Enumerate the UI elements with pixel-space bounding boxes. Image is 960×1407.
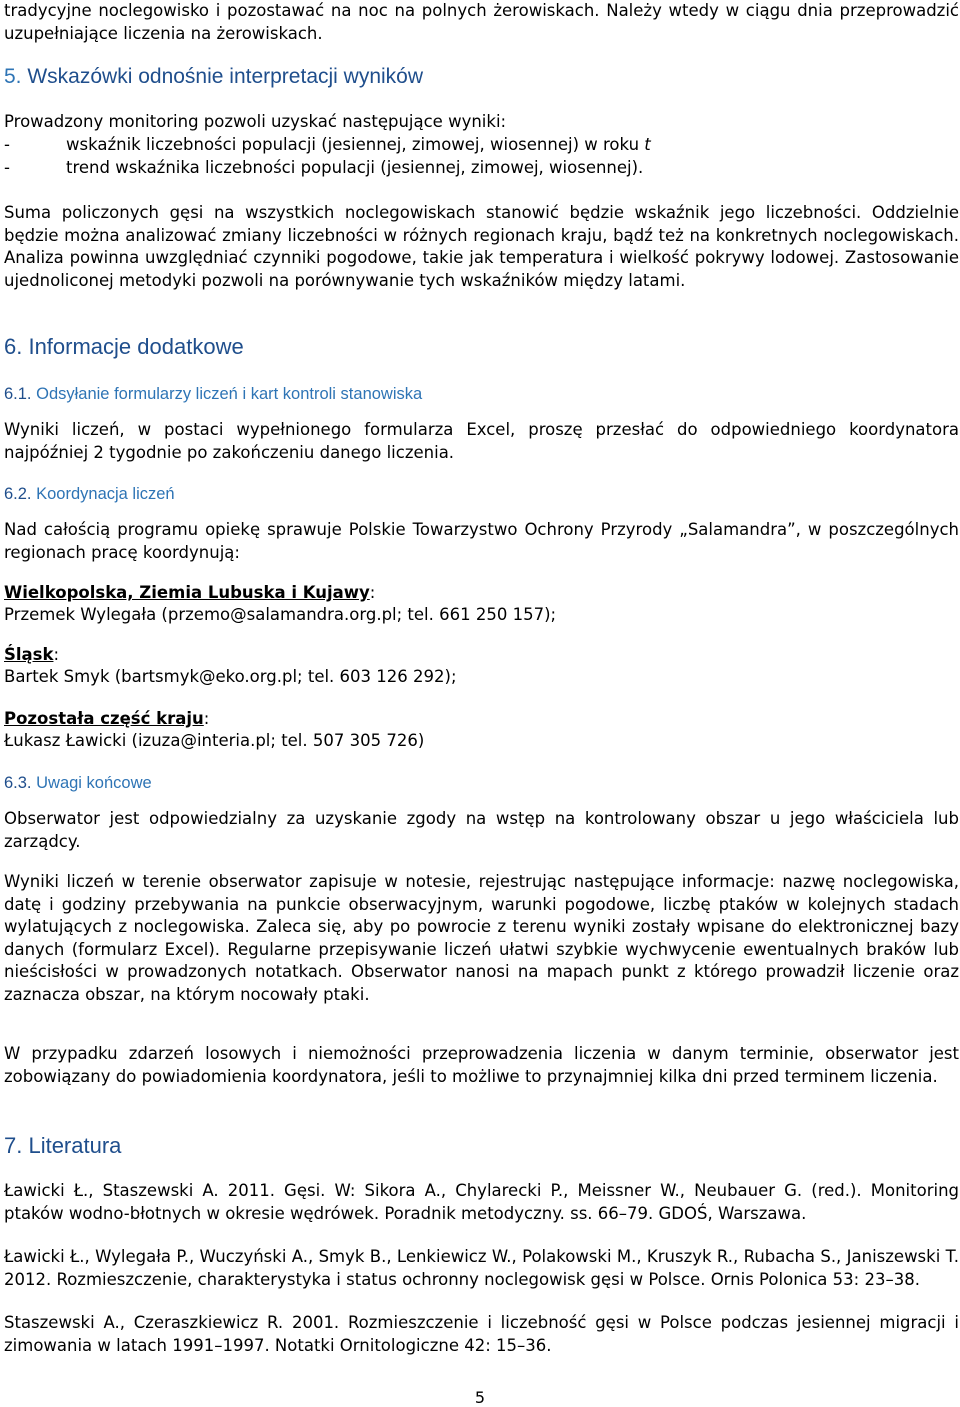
reference-item: Ławicki Ł., Wylegała P., Wuczyński A., Smyk B., Lenkiewicz W., Polakowski M., Kruszyk R., Rubacha S., Janiszewski T. 2012. Rozmieszczenie, charakterystyka i status ochronny noclegowisk gęsi w Polsce. Ornis Polonica 53: 23–38.: [4, 1247, 959, 1289]
region-colon: :: [53, 645, 60, 664]
region-colon: :: [369, 583, 376, 602]
region-heading: [4, 644, 959, 667]
region-name: Wielkopolska, Ziemia Lubuska i Kujawy: [4, 583, 370, 602]
region-heading: [4, 708, 959, 731]
region-colon: :: [203, 709, 210, 728]
section-6-2-heading: [4, 483, 959, 505]
section-6-2-number: 6.2.: [4, 485, 32, 503]
section-5-title: Wskazówki odnośnie interpretacji wyników: [27, 65, 424, 88]
section-5-heading: [4, 64, 959, 90]
section-6-1-title: Odsyłanie formularzy liczeń i kart kontroli stanowiska: [31, 385, 423, 403]
section-6-3-paragraph: W przypadku zdarzeń losowych i niemożności przeprowadzenia liczenia w danym terminie, obserwator jest zobowiązany do powiadomienia koordynatora, jeśli to możliwe to przynajmniej kilka dni przed terminem liczenia.: [4, 1044, 959, 1086]
section-6-3-number: 6.3.: [4, 774, 32, 792]
region-heading: [4, 582, 959, 605]
section-6-2-title: Koordynacja liczeń: [31, 485, 175, 503]
list-item: [4, 157, 959, 180]
list-item-text: wskaźnik liczebności populacji (jesiennej, zimowej, wiosennej) w roku: [66, 135, 645, 154]
section-6-3-paragraph: Obserwator jest odpowiedzialny za uzyskanie zgody na wstęp na kontrolowany obszar u jego właściciela lub zarządcy.: [4, 809, 959, 851]
region-contact: Bartek Smyk (bartsmyk@eko.org.pl; tel. 603 126 292);: [4, 667, 457, 686]
reference-item: Ławicki Ł., Staszewski A. 2011. Gęsi. W: Sikora A., Chylarecki P., Meissner W., Neubauer G. (red.). Monitoring ptaków wodno-błotnych w okresie wędrówek. Poradnik metodyczny. ss. 66–79. GDOŚ, Warszawa.: [4, 1181, 959, 1223]
page-number: 5: [474, 1388, 486, 1407]
region-contact: Łukasz Ławicki (izuza@interia.pl; tel. 507 305 726): [4, 731, 425, 750]
list-item: [4, 134, 959, 157]
intro-paragraph: tradycyjne noclegowisko i pozostawać na noc na polnych żerowiskach. Należy wtedy w ciągu dnia przeprowadzić uzupełniające liczenia na żerowiskach.: [4, 1, 959, 43]
section-6-1-paragraph: Wyniki liczeń, w postaci wypełnionego formularza Excel, proszę przesłać do odpowiedniego koordynatora najpóźniej 2 tygodnie po zakończeniu danego liczenia.: [4, 420, 959, 462]
list-dash: -: [4, 157, 10, 177]
section-7-heading: 7. Literatura: [4, 1133, 122, 1158]
result-list: [4, 134, 959, 179]
section-6-2-paragraph: Nad całością programu opiekę sprawuje Polskie Towarzystwo Ochrony Przyrody „Salamandra”, w poszczególnych regionach pracę koordynują:: [4, 520, 959, 562]
reference-item: Staszewski A., Czeraszkiewicz R. 2001. Rozmieszczenie i liczebność gęsi w Polsce podczas jesiennej migracji i zimowania w latach 1991–1997. Notatki Ornitologiczne 42: 15–36.: [4, 1313, 959, 1355]
section-6-heading: 6. Informacje dodatkowe: [4, 334, 244, 359]
section-6-3-title: Uwagi końcowe: [31, 774, 152, 792]
list-item-text: trend wskaźnika liczebności populacji (jesiennej, zimowej, wiosennej).: [66, 157, 644, 177]
region-name: Pozostała część kraju: [4, 709, 204, 728]
section-6-1-heading: [4, 383, 959, 405]
section-5-lead: Prowadzony monitoring pozwoli uzyskać następujące wyniki:: [4, 112, 507, 131]
section-5-number: 5.: [4, 65, 22, 88]
list-dash: -: [4, 135, 10, 154]
region-name: Śląsk: [4, 645, 54, 664]
region-contact: Przemek Wylegała (przemo@salamandra.org.pl; tel. 661 250 157);: [4, 605, 557, 624]
section-6-3-heading: [4, 772, 959, 794]
section-6-1-number: 6.1.: [4, 385, 32, 403]
list-item-italic: t: [644, 135, 651, 154]
section-6-3-paragraph: Wyniki liczeń w terenie obserwator zapisuje w notesie, rejestrując następujące informacje: nazwę noclegowiska, datę i godziny przebywania na punkcie obserwacyjnym, warunki pogodowe, liczbę ptaków w kolejnych stadach wylatujących z noclegowiska. Zaleca się, aby po powrocie z terenu wyniki zostały wpisane do elektronicznej bazy danych (formularz Excel). Regularne przepisywanie liczeń ułatwi szybkie wychwycenie ewentualnych braków lub nieścisłości w prowadzonych notatkach. Obserwator nanosi na mapach punkt z którego prowadził liczenie oraz zaznacza obszar, na którym nocowały ptaki.: [4, 872, 959, 1004]
section-5-paragraph: Suma policzonych gęsi na wszystkich noclegowiskach stanowić będzie wskaźnik jego liczebności. Oddzielnie będzie można analizować zmiany liczebności w różnych regionach kraju, bądź też na konkretnych noclegowiskach. Analiza powinna uwzględniać czynniki pogodowe, takie jak temperatura i wielkość pokrywy lodowej. Zastosowanie ujednoliconej metodyki pozwoli na porównywanie tych wskaźników między latami.: [4, 203, 959, 290]
